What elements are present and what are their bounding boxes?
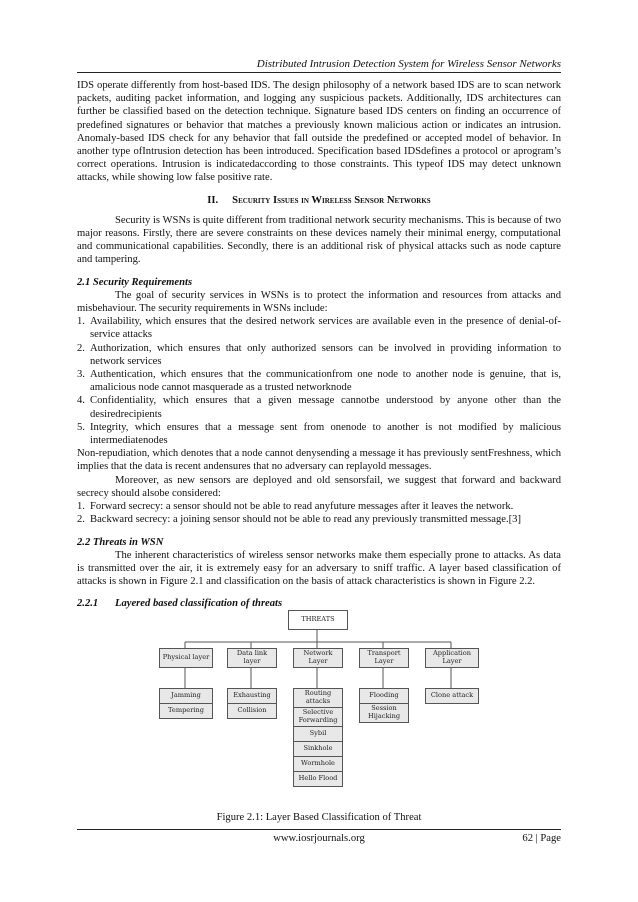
subsection-2-2-1-title: Layered based classification of threats [115, 598, 283, 610]
subsection-2-1-intro: The goal of security services in WSNs is to protect the information and resources from attacks and misbehaviour. The security requirements in WSNs include: [77, 289, 561, 315]
threat-node: Routing attacks [293, 688, 343, 708]
section-2-paragraph: Security is WSNs is quite different from traditional network security mechanisms. This is because of two major reasons. Firstly, there are severe constraints on these devices namely their minimal energy, computational and communicational capabilities. Secondly, there is an additional risk of physical attacks such as node capture and tampering. [77, 214, 561, 266]
threat-node: Wormhole [293, 756, 343, 772]
threat-node: Sinkhole [293, 741, 343, 757]
list-item: 1. Forward secrecy: a sensor should not be able to read anyfuture messages after it leaves the network. [77, 501, 514, 513]
section-2-heading: Security Issues in Wireless Sensor Networks [232, 194, 431, 206]
threat-node: Flooding [359, 688, 409, 704]
root-node: THREATS [288, 610, 348, 630]
threat-node: Tempering [159, 703, 213, 719]
figure-caption: Figure 2.1: Layer Based Classification of Threat [216, 812, 422, 823]
list-item: 1. Availability, which ensures that the desired network services are available even in the presence of denial-of-service attacks [77, 316, 561, 341]
threat-node: Collision [227, 703, 277, 719]
page-body [77, 79, 561, 611]
threat-node: Exhausting [227, 688, 277, 704]
layer-node: Physical layer [159, 648, 213, 668]
threat-node: Selective Forwarding [293, 707, 343, 727]
subsection-2-2-paragraph: The inherent characteristics of wireless sensor networks make them especially prone to attacks. As data is transmitted over the air, it is extremely easy for an adversary to sniff traffic. A layer based classification of attacks is shown in Figure 2.1 and classification on the basis of attack characteristics is shown in Figure 2.2. [77, 549, 561, 588]
list-item: 2. Authorization, which ensures that only authorized sensors can be involved in providing information to network services [77, 342, 561, 367]
layer-node: Data link layer [227, 648, 277, 668]
running-header: Distributed Intrusion Detection System for Wireless Sensor Networks [77, 58, 561, 73]
layer-node: Network Layer [293, 648, 343, 668]
threat-node: Hello Flood [293, 771, 343, 787]
page-number: 62 | Page [522, 833, 561, 844]
secrecy-list [77, 500, 561, 526]
threat-node: Clone attack [425, 688, 479, 704]
subsection-2-2-heading: 2.2 Threats in WSN [77, 536, 164, 548]
page-footer [77, 829, 561, 844]
nonrepudiation-paragraph: Non-repudiation, which denotes that a node cannot denysending a message it has previously sentFreshness, which implies that the data is recent andensures that no adversary can replayold messages. [77, 448, 561, 473]
list-item: 2. Backward secrecy: a joining sensor should not be able to read any previously transmitted message.[3] [77, 514, 521, 526]
intro-paragraph: IDS operate differently from host-based IDS. The design philosophy of a network based IDS are to scan network packets, auditing packet information, and logging any suspicious packets. Additionally, IDS architectures can further be classified based on the detection technique. Signature based IDS centers on finding an occurrence of predefined signatures or behavior that matches a previously known malicious action or indicates an intrusion. Anomaly-based IDS check for any behavior that fall outside the predefined or accepted model of behavior. In another type ofIntrusion detection has been introduced. Specification based IDSdefines a protocol or aprogram’s correct operations. Intrusion is indicatedaccording to those constraints. This typeof IDS may detect unknown attacks, while showing low false positive rate. [77, 80, 561, 184]
list-item: 5. Integrity, which ensures that a message sent from onenode to another is not modified by malicious intermediatenodes [77, 421, 561, 447]
list-item: 4. Confidentiality, which ensures that a given message cannotbe understood by anyone other than the desiredrecipients [77, 395, 561, 420]
subsection-2-1-heading: 2.1 Security Requirements [77, 276, 193, 288]
section-2-number: II. [207, 194, 219, 206]
threat-node: Sybil [293, 726, 343, 742]
security-requirements-list [77, 315, 561, 447]
layer-node: Transport Layer [359, 648, 409, 668]
footer-url[interactable]: www.iosrjournals.org [273, 833, 365, 844]
layer-node: Application Layer [425, 648, 479, 668]
subsection-2-2-1-number: 2.2.1 [77, 598, 99, 610]
threat-node: Jamming [159, 688, 213, 704]
section-2-title [77, 194, 561, 207]
list-item: 3. Authentication, which ensures that the communicationfrom one node to another node is genuine, that is, amalicious node cannot masquerade as a trusted networknode [77, 369, 561, 394]
moreover-paragraph: Moreover, as new sensors are deployed and old sensorsfail, we suggest that forward and backward secrecy should alsobe considered: [77, 474, 561, 499]
threat-node: Session Hijacking [359, 703, 409, 723]
threat-classification-diagram [155, 608, 485, 808]
